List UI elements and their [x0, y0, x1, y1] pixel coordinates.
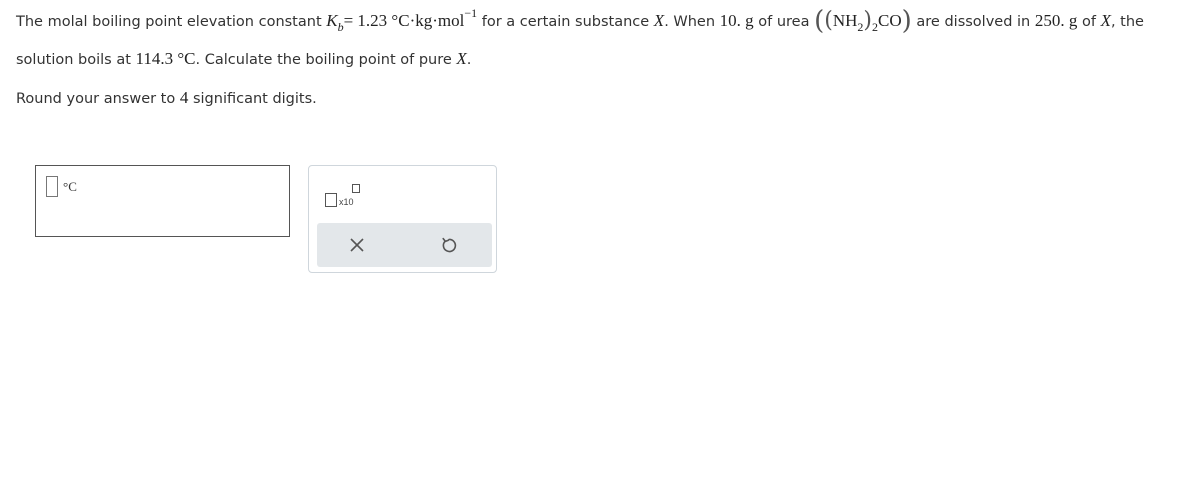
undo-button[interactable] [439, 235, 459, 255]
undo-icon [439, 235, 459, 255]
formula-co: CO [878, 11, 902, 30]
question-line-2 [16, 49, 471, 69]
tool-action-bar [317, 223, 492, 267]
x-icon [348, 236, 366, 254]
close-paren-outer: ) [901, 6, 912, 36]
question-line-1 [16, 3, 1144, 36]
sci-exponent-box-icon [352, 184, 360, 193]
question-of-urea: of urea [753, 14, 815, 30]
rounding-post: significant digits. [188, 91, 317, 107]
kb-exponent: −1 [464, 6, 478, 20]
rounding-pre: Round your answer to [16, 91, 180, 107]
question-intro: The molal boiling point elevation constant [16, 14, 327, 30]
question-end: . [466, 52, 472, 68]
question-solution-text: solution boils at [16, 52, 136, 68]
question-calc-text: . Calculate the boiling point of pure [195, 52, 457, 68]
sigfig-count: 4 [179, 88, 189, 107]
formula-nh: NH [832, 11, 858, 30]
answer-unit-label: °C [63, 179, 77, 194]
question-when: . When [664, 14, 720, 30]
formula-sub-2a: 2 [857, 20, 864, 34]
question-the: , the [1110, 14, 1144, 30]
question-dissolved: are dissolved in [911, 14, 1035, 30]
close-paren-inner: ) [863, 8, 873, 33]
question-of: of [1077, 14, 1101, 30]
kb-symbol: K [326, 11, 338, 30]
kb-value: = 1.23 °C·kg·mol [343, 11, 465, 30]
solvent-mass: 250. g [1034, 11, 1078, 30]
substance-symbol-2: X [1100, 11, 1111, 30]
substance-symbol-3: X [456, 49, 467, 68]
formula-sub-2b: 2 [872, 20, 879, 34]
clear-button[interactable] [348, 236, 366, 254]
urea-mass: 10. g [719, 11, 754, 30]
kb-subscript: b [337, 20, 344, 34]
open-paren-inner: ( [824, 8, 833, 33]
answer-input[interactable] [35, 165, 290, 237]
answer-input-cursor[interactable] [46, 176, 58, 197]
question-mid: for a certain substance [477, 14, 654, 30]
scientific-notation-button[interactable] [325, 184, 365, 208]
rounding-instruction [16, 88, 317, 108]
sci-x10-label: x10 [339, 197, 354, 207]
sci-base-box-icon [325, 193, 337, 207]
open-paren-outer: ( [814, 6, 825, 36]
math-tool-panel [308, 165, 497, 273]
substance-symbol: X [653, 11, 665, 30]
boiling-temp: 114.3 °C [135, 49, 196, 68]
